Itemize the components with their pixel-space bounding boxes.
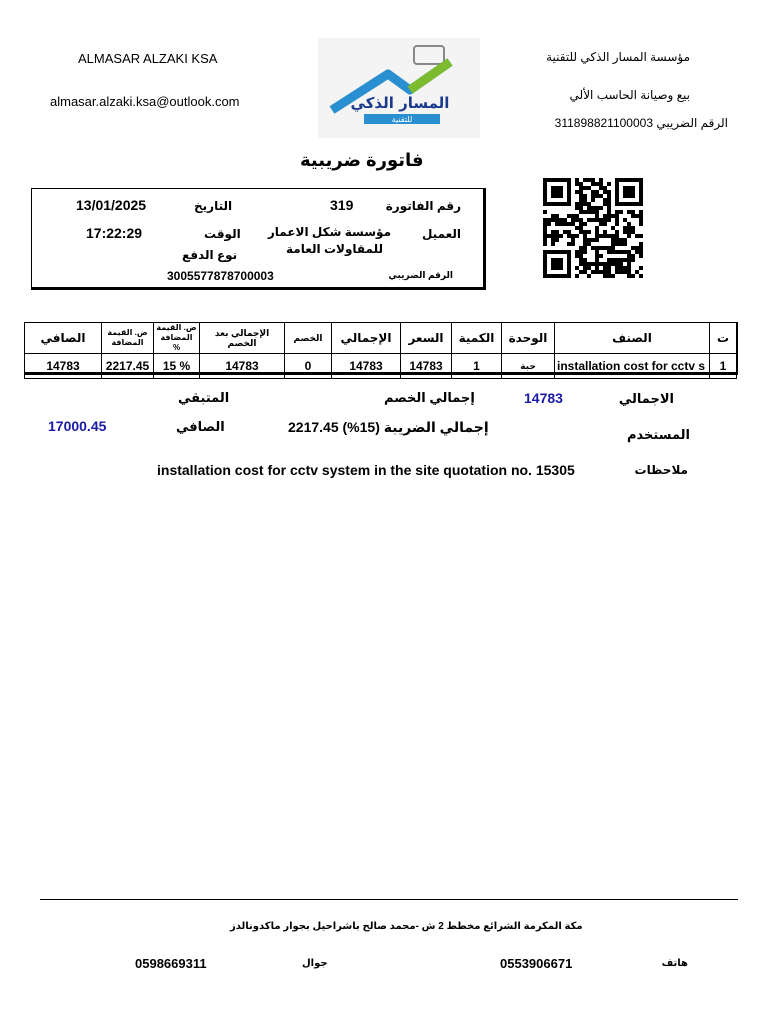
cell-total: 14783 xyxy=(332,354,401,379)
col-header-item: الصنف xyxy=(555,323,710,354)
total-label: الاجمالي xyxy=(618,391,674,406)
cell-unit: حبة xyxy=(502,354,555,379)
col-header-price: السعر xyxy=(401,323,452,354)
phone-number[interactable]: 0553906671 xyxy=(500,956,573,971)
cell-seq: 1 xyxy=(710,354,737,379)
tax-total-row xyxy=(288,419,489,436)
logo-graphic xyxy=(318,38,480,138)
col-header-after-discount: الإجمالي بعد الخصم xyxy=(200,323,285,354)
cell-vat: 2217.45 xyxy=(102,354,154,379)
invoice-info-box xyxy=(31,188,486,290)
col-header-net: الصافي xyxy=(25,323,102,354)
invoice-title: فاتورة ضريبية xyxy=(300,150,424,170)
user-label: المستخدم xyxy=(627,427,690,442)
cell-vat-pct: 15 % xyxy=(154,354,200,379)
mobile-label: جوال xyxy=(302,958,328,969)
company-name-en: ALMASAR ALZAKI KSA xyxy=(78,51,218,66)
notes-text: installation cost for cctv system in the site quotation no. 15305 xyxy=(157,462,575,478)
phone-label: هاتف xyxy=(661,958,688,969)
table-header-row xyxy=(25,323,737,354)
cell-after-discount: 14783 xyxy=(200,354,285,379)
mobile-number[interactable]: 0598669311 xyxy=(135,956,207,971)
date-value: 13/01/2025 xyxy=(76,197,147,213)
company-tax-number: 311898821100003 xyxy=(554,116,653,130)
company-name-ar: مؤسسة المسار الذكي للتقنية xyxy=(546,50,690,64)
col-header-discount: الخصم xyxy=(285,323,332,354)
invoice-no-label: رقم الفاتورة xyxy=(385,199,461,213)
company-email[interactable]: almasar.alzaki.ksa@outlook.com xyxy=(50,94,240,109)
footer-address: مكة المكرمة الشرائع مخطط 2 ش -محمد صالح باشراحيل بجوار ماكدونالدز xyxy=(230,921,583,932)
discount-total-label: إجمالي الخصم xyxy=(384,390,475,405)
date-label: التاريخ xyxy=(194,199,233,213)
company-tax-label: الرقم الضريبي xyxy=(656,116,728,130)
company-tax-row xyxy=(555,116,728,130)
logo-subtext: للتقنية xyxy=(391,115,413,124)
net-label: الصافي xyxy=(176,419,225,434)
time-label: الوقت xyxy=(204,227,241,241)
cell-qty: 1 xyxy=(452,354,502,379)
col-header-seq: ت xyxy=(710,323,737,354)
tax-total-value: 2217.45 xyxy=(288,419,339,435)
col-header-vat: ض. القيمة المضافة xyxy=(102,323,154,354)
payment-type-label: نوع الدفع xyxy=(182,248,238,262)
logo-text: المسار الذكي xyxy=(350,94,450,112)
company-logo xyxy=(318,38,480,138)
cell-discount: 0 xyxy=(285,354,332,379)
cell-item: installation cost for cctv s xyxy=(555,354,710,379)
time-value: 17:22:29 xyxy=(86,225,143,241)
remaining-label: المتبقي xyxy=(178,390,230,405)
client-label: العميل xyxy=(421,227,461,241)
notes-label: ملاحظات xyxy=(634,463,688,477)
table-row xyxy=(25,354,737,379)
qr-code xyxy=(543,178,643,278)
net-value: 17000.45 xyxy=(48,418,107,434)
tax-total-label: إجمالي الضريبة (15%) xyxy=(342,419,489,435)
client-tax-number: 3005577878700003 xyxy=(167,269,274,283)
client-tax-label: الرقم الضريبي xyxy=(388,270,453,280)
total-value: 14783 xyxy=(524,390,563,406)
col-header-qty: الكمية xyxy=(452,323,502,354)
client-name-line2: للمقاولات العامة xyxy=(286,242,383,256)
col-header-unit: الوحدة xyxy=(502,323,555,354)
client-name-line1: مؤسسة شكل الاعمار xyxy=(267,225,391,239)
cell-net: 14783 xyxy=(25,354,102,379)
col-header-vat-pct: ض. القيمة المضافة % xyxy=(154,323,200,354)
col-header-total: الإجمالي xyxy=(332,323,401,354)
footer-divider xyxy=(40,899,738,900)
items-table xyxy=(24,322,737,379)
invoice-no-value: 319 xyxy=(330,197,354,213)
cell-price: 14783 xyxy=(401,354,452,379)
company-activity-ar: بيع وصيانة الحاسب الألي xyxy=(569,88,690,102)
